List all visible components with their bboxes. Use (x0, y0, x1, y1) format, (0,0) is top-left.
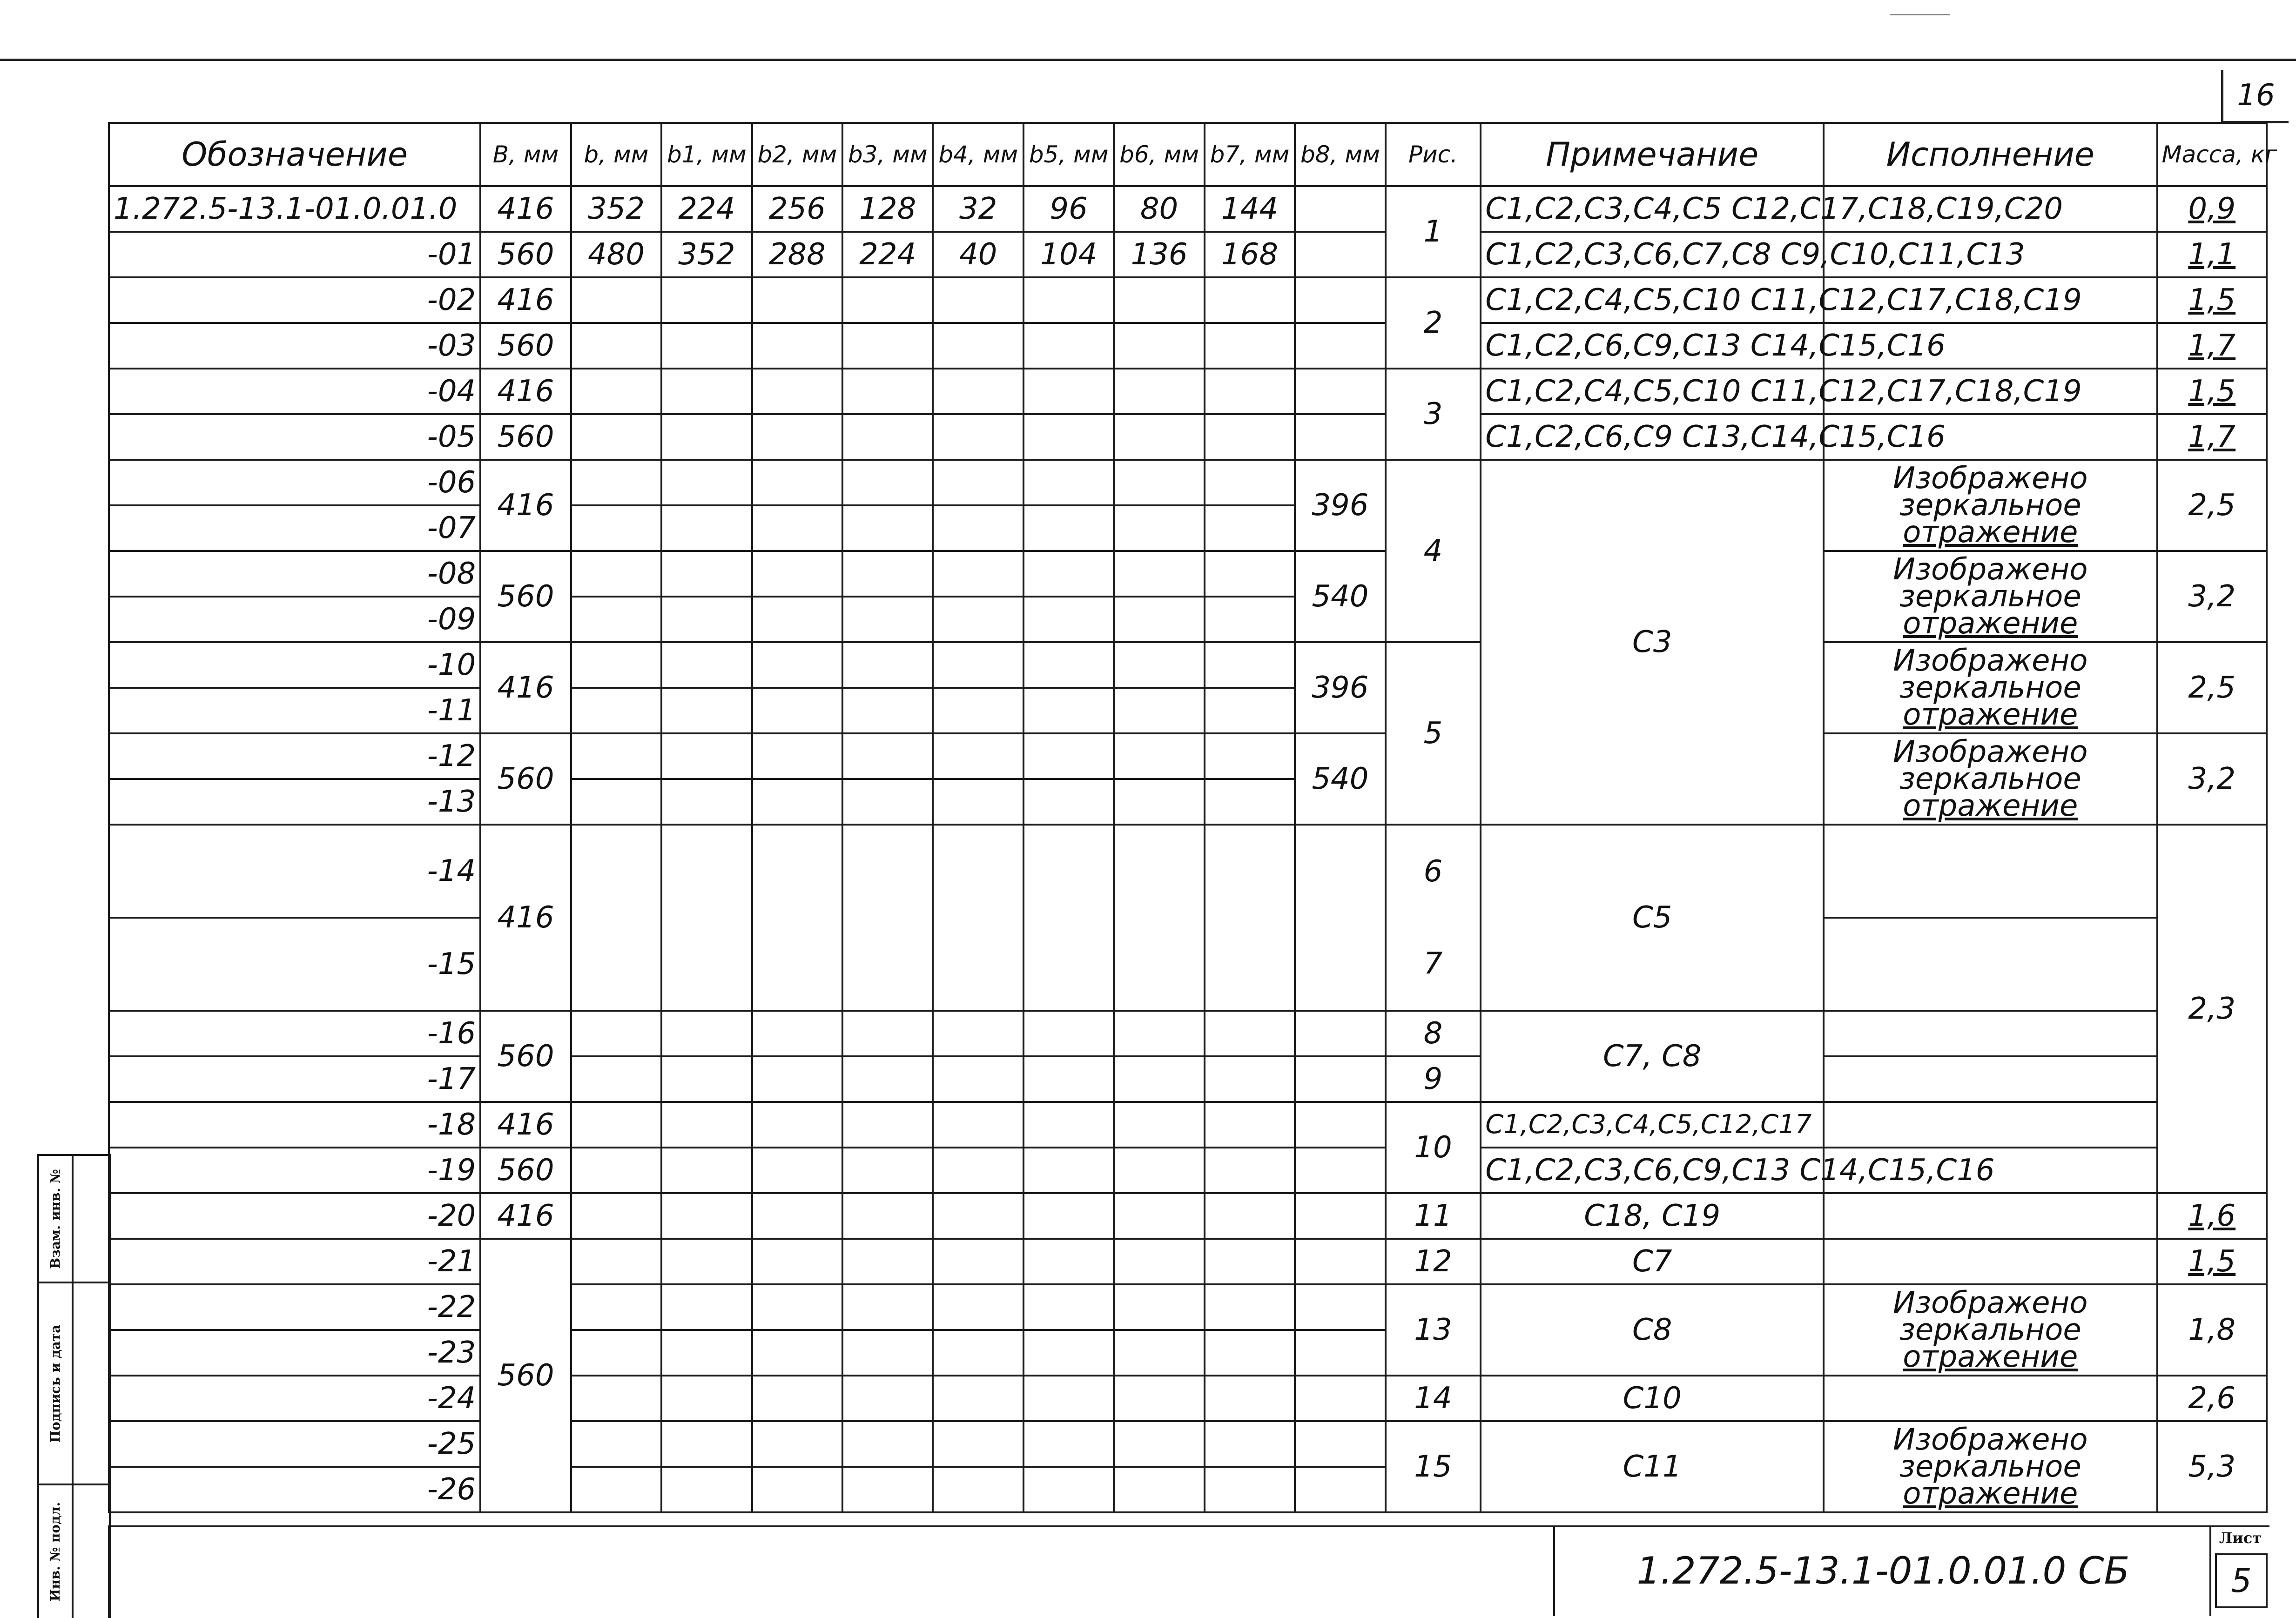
mass-cell: 1,5 (2157, 1239, 2267, 1284)
header-exec: Исполнение (1824, 123, 2157, 186)
exec-line: Изображено (1893, 1423, 2088, 1457)
table-row (109, 1421, 2267, 1467)
designation-cell: -21 (109, 1239, 480, 1284)
b8-cell: 540 (1295, 551, 1385, 642)
note-cell: C1,C2,C4,C5,C10 C11,C12,C17,C18,C19 (1481, 369, 1824, 414)
table-row (109, 369, 2267, 414)
designation-cell: -26 (109, 1467, 480, 1512)
table-row (109, 642, 2267, 688)
exec-line: Изображено (1893, 1286, 2088, 1320)
fig-cell: 9 (1386, 1056, 1481, 1102)
fig-cell: 11 (1386, 1193, 1481, 1239)
b-cell: 480 (571, 232, 661, 277)
designation-cell: -14 (109, 825, 480, 918)
note-cell: C1,C2,C4,C5,C10 C11,C12,C17,C18,C19 (1481, 277, 1824, 323)
designation-cell: -24 (109, 1376, 480, 1421)
mass-cell: 1,7 (2157, 414, 2267, 460)
b1-cell: 224 (661, 186, 752, 232)
mass-cell: 1,6 (2157, 1193, 2267, 1239)
exec-cell (1824, 460, 2157, 551)
fig-cell: 13 (1386, 1284, 1481, 1376)
header-b7: b7, мм (1205, 123, 1295, 186)
exec-line: зеркальное (1899, 1313, 2081, 1347)
fig-cell: 1 (1386, 186, 1481, 277)
exec-line: Изображено (1893, 461, 2088, 496)
exec-line: зеркальное (1899, 579, 2081, 614)
designation-cell: -04 (109, 369, 480, 414)
designation-cell: -20 (109, 1193, 480, 1239)
fig-cell: 2 (1386, 277, 1481, 369)
B-cell: 560 (480, 323, 571, 369)
fig-cell: 5 (1386, 642, 1481, 825)
note-cell: C1,C2,C3,C6,C9,C13 C14,C15,C16 (1481, 1148, 1824, 1193)
b8-cell (1295, 232, 1385, 277)
designation-cell: -13 (109, 779, 480, 825)
sidebar-cell (39, 1485, 109, 1618)
b4-cell: 32 (933, 186, 1023, 232)
b3-cell: 128 (842, 186, 933, 232)
B-cell: 416 (480, 460, 571, 551)
mass-cell: 1,1 (2157, 232, 2267, 277)
b2-cell: 288 (752, 232, 842, 277)
document-code-stamp: 1.272.5-13.1-01.0.01.0 СБ (1553, 1525, 2211, 1616)
fig-cell: 12 (1386, 1239, 1481, 1284)
sidebar-cell (39, 1156, 109, 1283)
sidebar-inv-orig: Инв. № подл. (47, 1502, 63, 1602)
b4-cell: 40 (933, 232, 1023, 277)
B-cell: 560 (480, 1239, 571, 1512)
b7-cell: 168 (1205, 232, 1295, 277)
table-row (109, 1056, 2267, 1102)
specification-table (108, 122, 2277, 1513)
sheet-box (2209, 1525, 2269, 1616)
table-row (109, 1148, 2267, 1193)
header-b8: b8, мм (1295, 123, 1385, 186)
note-cell: C10 (1481, 1376, 1824, 1421)
note-cell: C11 (1481, 1421, 1824, 1512)
table-row (109, 1239, 2267, 1284)
header-B: B, мм (480, 123, 571, 186)
header-fig: Рис. (1386, 123, 1481, 186)
B-cell: 560 (480, 551, 571, 642)
B-cell: 416 (480, 186, 571, 232)
B-cell: 416 (480, 277, 571, 323)
b8-cell (1295, 186, 1385, 232)
table-row (109, 460, 2267, 505)
table-row (109, 1376, 2267, 1421)
exec-line: отражение (1903, 606, 2078, 641)
B-cell: 560 (480, 1011, 571, 1102)
designation-cell: -05 (109, 414, 480, 460)
exec-cell (1824, 733, 2157, 825)
designation-cell: -03 (109, 323, 480, 369)
B-cell: 560 (480, 232, 571, 277)
table-row (109, 232, 2267, 277)
exec-line: зеркальное (1899, 1450, 2081, 1484)
table-row (109, 277, 2267, 323)
table-row (109, 1102, 2267, 1148)
sidebar-sign-date: Подпись и дата (47, 1324, 63, 1443)
designation-cell: -18 (109, 1102, 480, 1148)
table-row (109, 1011, 2267, 1056)
header-b2: b2, мм (752, 123, 842, 186)
b7-cell: 144 (1205, 186, 1295, 232)
B-cell: 560 (480, 1148, 571, 1193)
table-row (109, 414, 2267, 460)
table-row (109, 825, 2267, 918)
table-row (109, 733, 2267, 779)
fig-cell: 7 (1386, 918, 1481, 1011)
exec-line: отражение (1903, 789, 2078, 823)
B-cell: 416 (480, 1193, 571, 1239)
B-cell: 560 (480, 733, 571, 825)
note-cell: C8 (1481, 1284, 1824, 1376)
table-row (109, 186, 2267, 232)
exec-line: Изображено (1893, 552, 2088, 587)
mass-cell: 2,5 (2157, 460, 2267, 551)
table-row (109, 551, 2267, 597)
fig-cell: 6 (1386, 825, 1481, 918)
table-row (109, 1284, 2267, 1330)
note-cell: C1,C2,C6,C9 C13,C14,C15,C16 (1481, 414, 1824, 460)
B-cell: 416 (480, 369, 571, 414)
note-cell: C3 (1481, 460, 1824, 825)
top-dash (1890, 14, 1950, 15)
B-cell: 416 (480, 1102, 571, 1148)
B-cell: 416 (480, 642, 571, 733)
b3-cell: 224 (842, 232, 933, 277)
B-cell: 560 (480, 414, 571, 460)
mass-cell: 1,8 (2157, 1284, 2267, 1376)
header-b3: b3, мм (842, 123, 933, 186)
table-row (109, 323, 2267, 369)
B-cell: 416 (480, 825, 571, 1011)
exec-cell (1824, 1284, 2157, 1376)
exec-line: зеркальное (1899, 488, 2081, 523)
note-cell: C18, C19 (1481, 1193, 1824, 1239)
fig-cell: 15 (1386, 1421, 1481, 1512)
mass-cell: 2,3 (2157, 825, 2267, 1193)
designation-cell: -19 (109, 1148, 480, 1193)
header-row (109, 123, 2267, 186)
sheet-number: 5 (2215, 1553, 2268, 1608)
b5-cell: 96 (1023, 186, 1114, 232)
b6-cell: 80 (1114, 186, 1204, 232)
exec-line: Изображено (1893, 735, 2088, 769)
exec-line: отражение (1903, 515, 2078, 550)
mass-cell: 1,7 (2157, 323, 2267, 369)
note-cell: C1,C2,C3,C4,C5 C12,C17,C18,C19,C20 (1481, 186, 1824, 232)
header-b6: b6, мм (1114, 123, 1204, 186)
mass-cell: 1,5 (2157, 369, 2267, 414)
b-cell: 352 (571, 186, 661, 232)
exec-line: отражение (1903, 1477, 2078, 1511)
note-cell: C1,C2,C3,C6,C7,C8 C9,C10,C11,C13 (1481, 232, 1824, 277)
exec-cell (1824, 1421, 2157, 1512)
designation-cell: -06 (109, 460, 480, 505)
header-mass: Масса, кг (2157, 123, 2267, 186)
exec-line: зеркальное (1899, 762, 2081, 796)
frame-top-line (0, 59, 2296, 61)
exec-line: зеркальное (1899, 671, 2081, 705)
designation-cell: -23 (109, 1330, 480, 1376)
fig-cell: 3 (1386, 369, 1481, 460)
mass-cell: 1,5 (2157, 277, 2267, 323)
b2-cell: 256 (752, 186, 842, 232)
designation-cell: -25 (109, 1421, 480, 1467)
b8-cell: 396 (1295, 642, 1385, 733)
header-b4: b4, мм (933, 123, 1023, 186)
exec-line: Изображено (1893, 644, 2088, 678)
exec-line: отражение (1903, 1340, 2078, 1374)
designation-cell: -08 (109, 551, 480, 597)
note-cell: C7 (1481, 1239, 1824, 1284)
exec-cell (1824, 642, 2157, 733)
designation-cell: -01 (109, 232, 480, 277)
b6-cell: 136 (1114, 232, 1204, 277)
approval-sidebar (37, 1154, 111, 1618)
b8-cell: 540 (1295, 733, 1385, 825)
designation-cell: -22 (109, 1284, 480, 1330)
sidebar-cell (39, 1283, 109, 1485)
header-b5: b5, мм (1023, 123, 1114, 186)
b5-cell: 104 (1023, 232, 1114, 277)
designation-cell: -02 (109, 277, 480, 323)
designation-cell: -07 (109, 505, 480, 551)
fig-cell: 4 (1386, 460, 1481, 642)
fig-cell: 8 (1386, 1011, 1481, 1056)
mass-cell: 5,3 (2157, 1421, 2267, 1512)
designation-cell: -11 (109, 688, 480, 733)
designation-cell: 1.272.5-13.1-01.0.01.0 (109, 186, 480, 232)
designation-cell: -12 (109, 733, 480, 779)
mass-cell: 3,2 (2157, 551, 2267, 642)
exec-line: отражение (1903, 698, 2078, 732)
sheet-corner-number: 16 (2221, 70, 2289, 123)
note-cell: C5 (1481, 825, 1824, 1011)
header-note: Примечание (1481, 123, 1824, 186)
note-cell: C1,C2,C6,C9,C13 C14,C15,C16 (1481, 323, 1824, 369)
sheet-label: Лист (2219, 1529, 2262, 1547)
b8-cell: 396 (1295, 460, 1385, 551)
designation-cell: -17 (109, 1056, 480, 1102)
note-cell: C7, C8 (1481, 1011, 1824, 1102)
mass-cell: 2,5 (2157, 642, 2267, 733)
mass-cell: 2,6 (2157, 1376, 2267, 1421)
designation-cell: -16 (109, 1011, 480, 1056)
table-row (109, 1193, 2267, 1239)
exec-cell (1824, 551, 2157, 642)
designation-cell: -15 (109, 918, 480, 1011)
fig-cell: 14 (1386, 1376, 1481, 1421)
designation-cell: -10 (109, 642, 480, 688)
designation-cell: -09 (109, 597, 480, 642)
mass-cell: 3,2 (2157, 733, 2267, 825)
mass-cell: 0,9 (2157, 186, 2267, 232)
note-cell: C1,C2,C3,C4,C5,C12,C17 (1481, 1102, 1824, 1148)
header-b: b, мм (571, 123, 661, 186)
b1-cell: 352 (661, 232, 752, 277)
header-designation: Обозначение (109, 123, 480, 186)
header-b1: b1, мм (661, 123, 752, 186)
fig-cell: 10 (1386, 1102, 1481, 1193)
sidebar-inv-sub: Взам. инв. № (47, 1168, 63, 1269)
